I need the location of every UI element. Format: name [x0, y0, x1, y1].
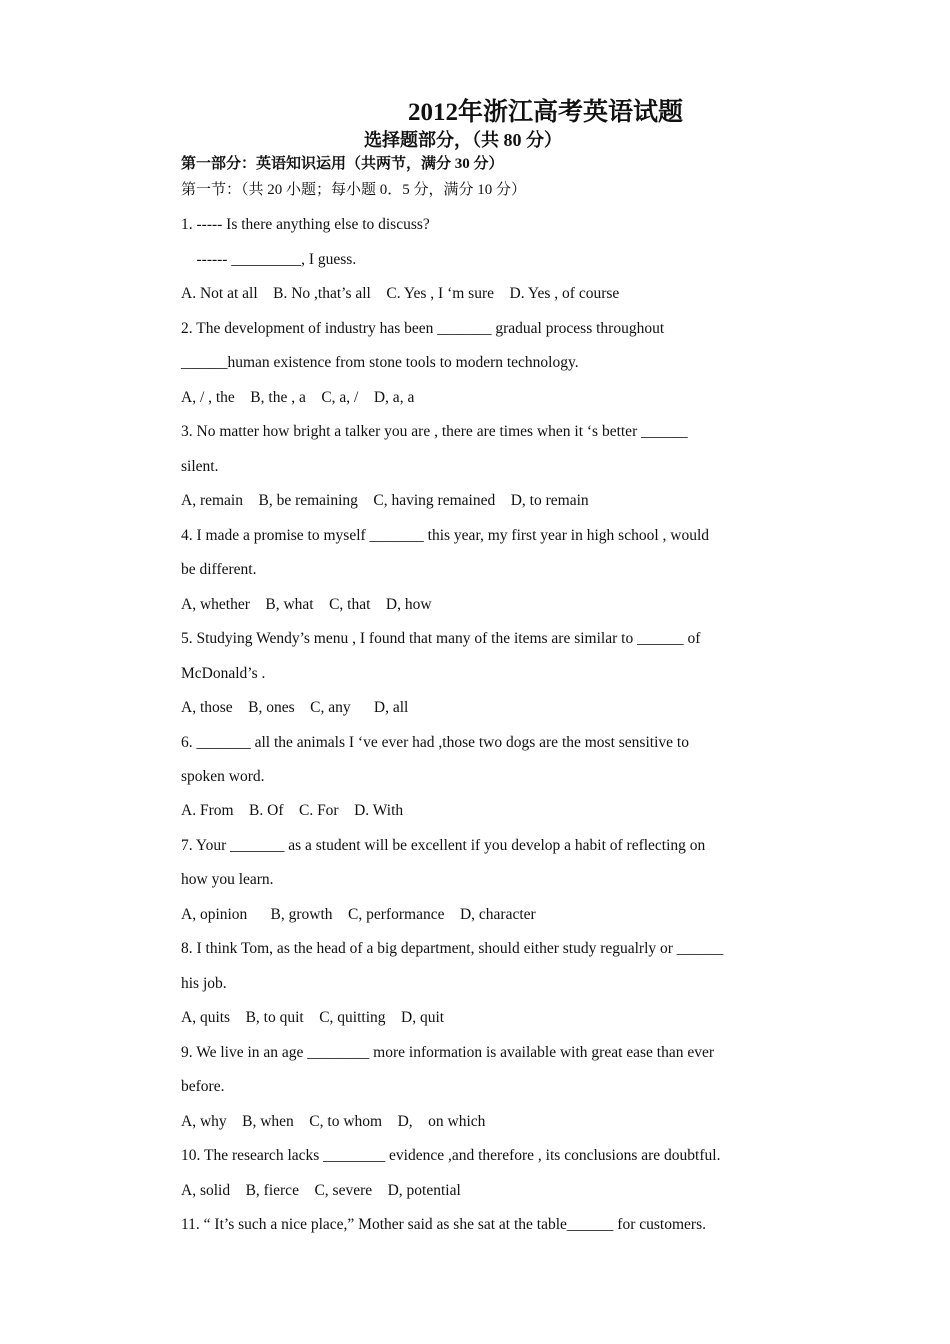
question-line: silent. [181, 458, 219, 475]
question-line: before. [181, 1078, 225, 1095]
question-line: 6. _______ all the animals I ‘ve ever had ,those two dogs are the most sensitive to [181, 734, 689, 751]
options-line: A, why B, when C, to whom D, on which [181, 1113, 486, 1130]
question-line: spoken word. [181, 768, 265, 785]
question-line: 11. “ It’s such a nice place,” Mother said as she sat at the table______ for customers. [181, 1216, 706, 1233]
question-line: 7. Your _______ as a student will be excellent if you develop a habit of reflecting on [181, 837, 706, 854]
question-line: ______human existence from stone tools to modern technology. [181, 354, 579, 371]
section-heading: 第一节：（共 20 小题；每小题 0．5 分，满分 10 分） [181, 182, 527, 198]
page-title: 2012年浙江高考英语试题 [408, 99, 684, 126]
part-heading: 第一部分：英语知识运用（共两节，满分 30 分） [181, 156, 504, 172]
question-line: 10. The research lacks ________ evidence ,and therefore , its conclusions are doubtful. [181, 1147, 721, 1164]
options-line: A, quits B, to quit C, quitting D, quit [181, 1009, 445, 1026]
section-subtitle: 选择题部分，（共 80 分） [364, 130, 562, 150]
question-line: 2. The development of industry has been _______ gradual process throughout [181, 320, 665, 337]
question-line: 1. ----- Is there anything else to discuss? [181, 216, 430, 233]
question-line: 9. We live in an age ________ more information is available with great ease than ever [181, 1044, 715, 1061]
options-line: A, opinion B, growth C, performance D, character [181, 906, 536, 923]
question-line: be different. [181, 561, 257, 578]
options-line: A. From B. Of C. For D. With [181, 802, 404, 819]
options-line: A, whether B, what C, that D, how [181, 596, 432, 613]
question-line: his job. [181, 975, 227, 992]
question-line: how you learn. [181, 871, 274, 888]
question-line: 3. No matter how bright a talker you are , there are times when it ‘s better ______ [181, 423, 688, 440]
options-line: A, those B, ones C, any D, all [181, 699, 409, 716]
options-line: A. Not at all B. No ,that’s all C. Yes , I ‘m sure D. Yes , of course [181, 285, 620, 302]
question-line: 4. I made a promise to myself _______ this year, my first year in high school , would [181, 527, 710, 544]
question-line: 5. Studying Wendy’s menu , I found that many of the items are similar to ______ of [181, 630, 701, 647]
question-line: McDonald’s . [181, 665, 266, 682]
options-line: A, / , the B, the , a C, a, / D, a, a [181, 389, 415, 406]
question-line: 8. I think Tom, as the head of a big department, should either study regualrly or ______ [181, 940, 724, 957]
options-line: A, remain B, be remaining C, having remained D, to remain [181, 492, 589, 509]
options-line: A, solid B, fierce C, severe D, potential [181, 1182, 461, 1199]
question-line: ------ _________, I guess. [181, 251, 357, 268]
